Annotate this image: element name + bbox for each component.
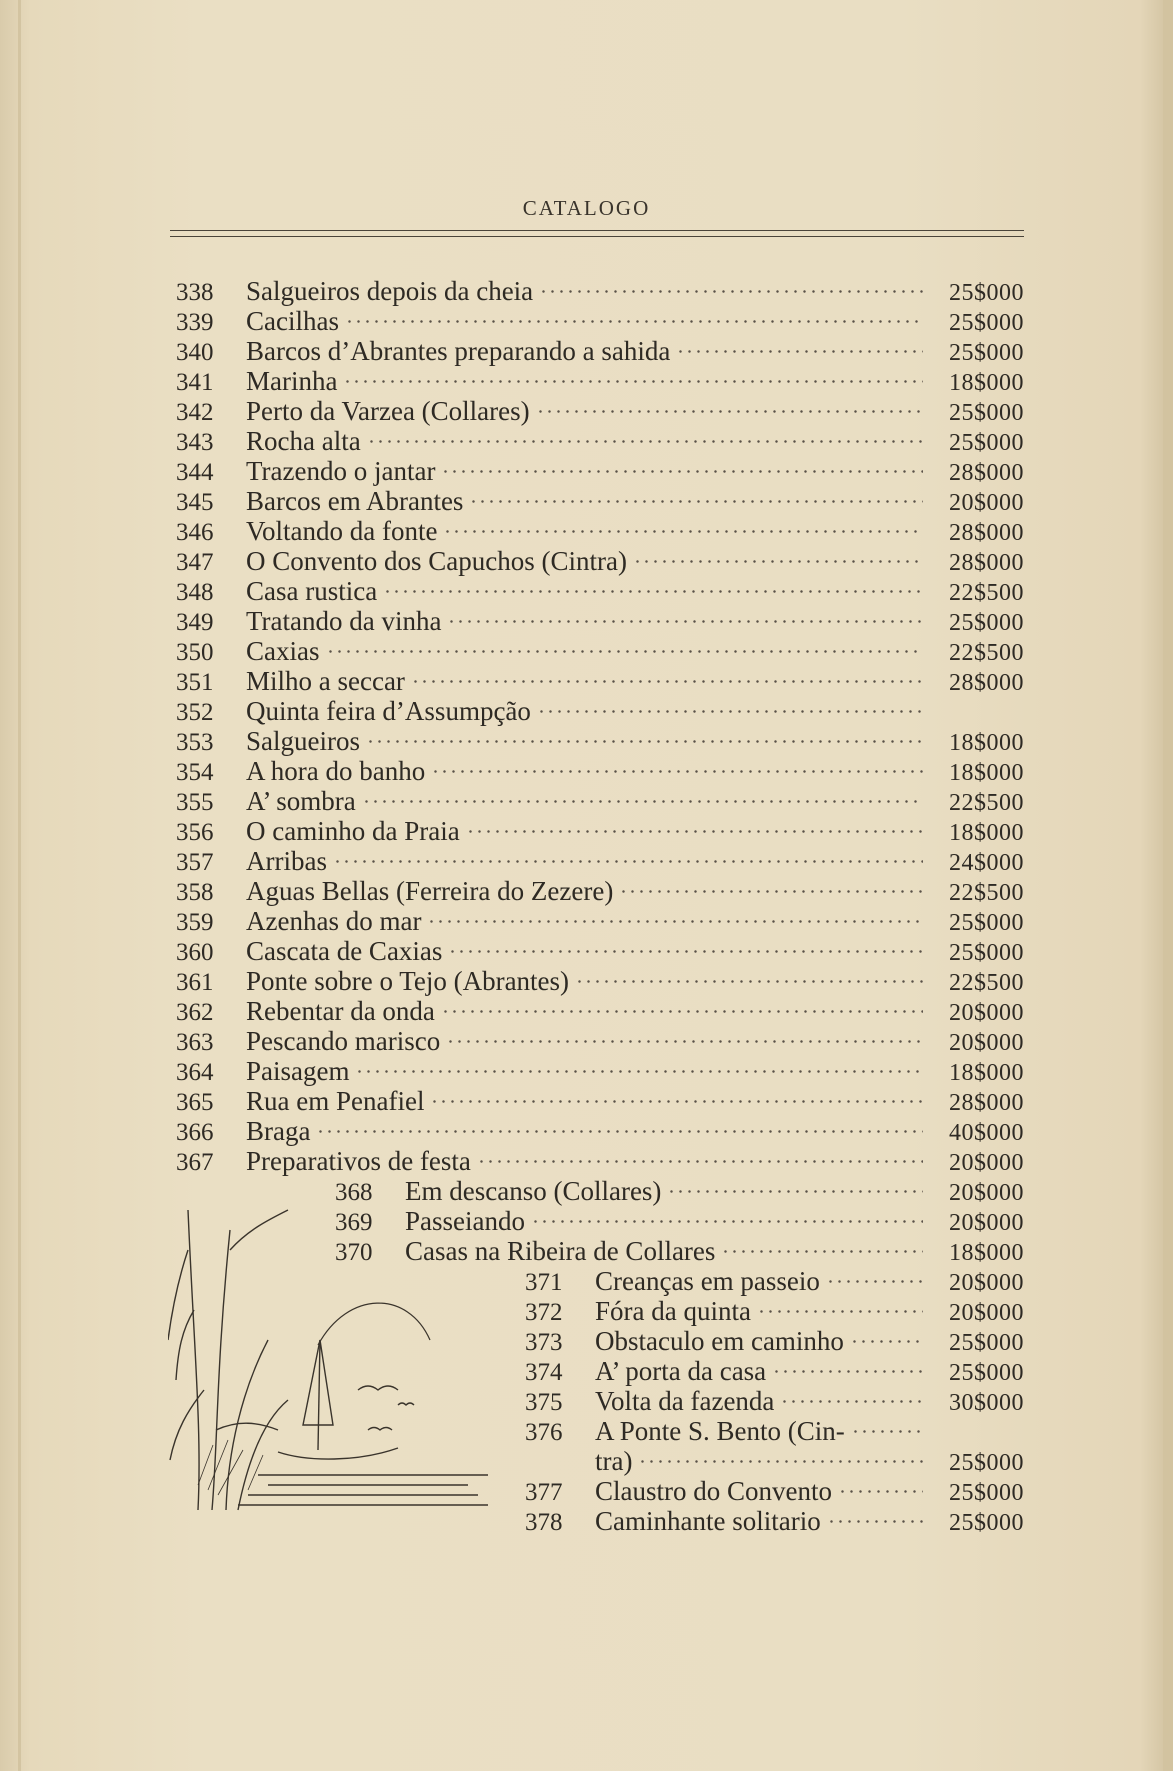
catalog-entry	[176, 510, 1024, 546]
catalog-entry	[176, 300, 1024, 336]
entry-price: 25$000	[949, 1480, 1024, 1506]
catalog-entry	[176, 720, 1024, 756]
entry-price: 25$000	[949, 400, 1024, 426]
dot-leader	[826, 1260, 923, 1290]
entry-number: 358	[176, 879, 214, 906]
entry-title: Tratando da vinha	[246, 606, 442, 636]
dot-leader	[851, 1410, 923, 1440]
entry-title: Salgueiros	[246, 726, 360, 756]
dot-leader	[633, 540, 923, 570]
catalog-entry	[176, 540, 1024, 576]
entry-title: Barcos em Abrantes	[246, 486, 464, 516]
entry-number: 343	[176, 429, 214, 456]
catalog-entry	[176, 420, 1024, 456]
entry-price: 28$000	[949, 520, 1024, 546]
dot-leader	[638, 1440, 923, 1470]
dot-leader	[537, 690, 923, 720]
catalog-entry	[176, 1080, 1024, 1116]
entry-number: 362	[176, 999, 214, 1026]
catalog-entry	[176, 270, 1024, 306]
dot-leader	[772, 1350, 923, 1380]
entry-price: 25$000	[949, 1450, 1024, 1476]
entry-number: 376	[525, 1419, 563, 1446]
entry-number: 360	[176, 939, 214, 966]
catalog-entry	[176, 780, 1024, 816]
entry-price: 22$500	[949, 970, 1024, 996]
header-rule	[170, 230, 1024, 231]
entry-number: 361	[176, 969, 214, 996]
catalog-entry	[176, 660, 1024, 696]
entry-price: 20$000	[949, 1210, 1024, 1236]
entry-price: 18$000	[949, 820, 1024, 846]
entry-number: 344	[176, 459, 214, 486]
entry-price: 28$000	[949, 1090, 1024, 1116]
entry-number: 375	[525, 1389, 563, 1416]
catalog-entry	[176, 990, 1024, 1026]
entry-title: Casas na Ribeira de Collares	[405, 1236, 716, 1266]
entry-title: Volta da fazenda	[595, 1386, 775, 1416]
entry-title: Rocha alta	[246, 426, 361, 456]
entry-title: Rebentar da onda	[246, 996, 435, 1026]
entry-number: 373	[525, 1329, 563, 1356]
entry-title: A’ sombra	[246, 786, 356, 816]
dot-leader	[362, 780, 923, 810]
entry-number: 368	[335, 1179, 373, 1206]
dot-leader	[536, 390, 923, 420]
dot-leader	[411, 660, 923, 690]
entry-price: 25$000	[949, 1360, 1024, 1386]
entry-number: 363	[176, 1029, 214, 1056]
catalog-entry	[525, 1350, 1024, 1386]
entry-price: 20$000	[949, 1000, 1024, 1026]
catalog-entry	[525, 1260, 1024, 1296]
entry-price: 28$000	[949, 460, 1024, 486]
entry-title: A Ponte S. Bento (Cin-	[595, 1416, 845, 1446]
entry-price: 25$000	[949, 1510, 1024, 1536]
catalog-entry	[176, 450, 1024, 486]
dot-leader	[427, 900, 923, 930]
entry-title: Em descanso (Collares)	[405, 1176, 662, 1206]
entry-title: Pescando marisco	[246, 1026, 441, 1056]
entry-title: Azenhas do mar	[246, 906, 422, 936]
catalog-entry	[176, 330, 1024, 366]
catalog-entry	[525, 1500, 1024, 1536]
catalog-entry	[525, 1470, 1024, 1506]
dot-leader	[850, 1320, 923, 1350]
entry-price: 25$000	[949, 280, 1024, 306]
dot-leader	[430, 1080, 923, 1110]
dot-leader	[355, 1050, 923, 1080]
catalog-entry	[525, 1290, 1024, 1326]
entry-number: 352	[176, 699, 214, 726]
entry-title: Claustro do Convento	[595, 1476, 832, 1506]
entry-title: Obstaculo em caminho	[595, 1326, 844, 1356]
dot-leader	[345, 300, 923, 330]
entry-price: 20$000	[949, 1270, 1024, 1296]
entry-price: 22$500	[949, 790, 1024, 816]
entry-title: Milho a seccar	[246, 666, 405, 696]
catalog-entry	[525, 1380, 1024, 1416]
dot-leader	[466, 810, 923, 840]
catalog-entry	[176, 1020, 1024, 1056]
binding-edge	[18, 0, 21, 1771]
entry-title: Aguas Bellas (Ferreira do Zezere)	[246, 876, 614, 906]
entry-number: 349	[176, 609, 214, 636]
entry-title: Caminhante solitario	[595, 1506, 821, 1536]
catalog-entry	[176, 390, 1024, 426]
entry-title: Cacilhas	[246, 306, 339, 336]
entry-price: 18$000	[949, 760, 1024, 786]
entry-number: 341	[176, 369, 214, 396]
catalog-entry	[525, 1440, 1024, 1476]
entry-price: 20$000	[949, 1180, 1024, 1206]
dot-leader	[676, 330, 923, 360]
entry-number: 338	[176, 279, 214, 306]
dot-leader	[326, 630, 924, 660]
entry-title: Trazendo o jantar	[246, 456, 436, 486]
entry-title: O caminho da Praia	[246, 816, 460, 846]
entry-price: 20$000	[949, 1150, 1024, 1176]
dot-leader	[721, 1230, 923, 1260]
dot-leader	[619, 870, 923, 900]
entry-title: Voltando da fonte	[246, 516, 438, 546]
entry-number: 355	[176, 789, 214, 816]
entry-price: 20$000	[949, 490, 1024, 516]
dot-leader	[477, 1140, 923, 1170]
entry-price: 25$000	[949, 940, 1024, 966]
entry-number: 348	[176, 579, 214, 606]
entry-price: 25$000	[949, 310, 1024, 336]
entry-price: 30$000	[949, 1390, 1024, 1416]
entry-price: 22$500	[949, 880, 1024, 906]
entry-price: 28$000	[949, 550, 1024, 576]
entry-price: 25$000	[949, 430, 1024, 456]
catalog-entry	[525, 1320, 1024, 1356]
entry-price: 25$000	[949, 910, 1024, 936]
catalog-entry	[176, 600, 1024, 636]
entry-price: 20$000	[949, 1030, 1024, 1056]
catalog-entry	[176, 1050, 1024, 1086]
catalog-entry	[176, 1110, 1024, 1146]
entry-number: 340	[176, 339, 214, 366]
entry-title: Barcos d’Abrantes preparando a sahida	[246, 336, 671, 366]
catalog-entry	[176, 630, 1024, 666]
entry-title: Salgueiros depois da cheia	[246, 276, 534, 306]
entry-title: Marinha	[246, 366, 338, 396]
dot-leader	[780, 1380, 923, 1410]
entry-number: 359	[176, 909, 214, 936]
entry-title: Quinta feira d’Assumpção	[246, 696, 531, 726]
entry-number: 370	[335, 1239, 373, 1266]
entry-title: Braga	[246, 1116, 311, 1146]
entry-number: 367	[176, 1149, 214, 1176]
dot-leader	[667, 1170, 923, 1200]
dot-leader	[469, 480, 923, 510]
entry-price: 22$500	[949, 580, 1024, 606]
entry-title: Creanças em passeio	[595, 1266, 820, 1296]
catalog-entry	[176, 810, 1024, 846]
entry-number: 374	[525, 1359, 563, 1386]
entry-number: 339	[176, 309, 214, 336]
dot-leader	[316, 1110, 923, 1140]
entry-price: 18$000	[949, 730, 1024, 756]
entry-price: 18$000	[949, 1240, 1024, 1266]
entry-number: 365	[176, 1089, 214, 1116]
catalog-entry	[176, 900, 1024, 936]
dot-leader	[575, 960, 923, 990]
dot-leader	[838, 1470, 923, 1500]
entry-title: Preparativos de festa	[246, 1146, 471, 1176]
dot-leader	[757, 1290, 923, 1320]
entry-number: 351	[176, 669, 214, 696]
entry-number: 346	[176, 519, 214, 546]
catalog-entry	[176, 960, 1024, 996]
entry-number: 354	[176, 759, 214, 786]
entry-price: 25$000	[949, 1330, 1024, 1356]
entry-number: 353	[176, 729, 214, 756]
entry-title: Rua em Penafiel	[246, 1086, 425, 1116]
entry-price: 25$000	[949, 610, 1024, 636]
dot-leader	[447, 600, 923, 630]
dot-leader	[827, 1500, 923, 1530]
page-edge	[1163, 0, 1173, 1771]
entry-price: 22$500	[949, 640, 1024, 666]
entry-title: Casa rustica	[246, 576, 378, 606]
entry-number: 357	[176, 849, 214, 876]
dot-leader	[367, 420, 923, 450]
entry-title: Ponte sobre o Tejo (Abrantes)	[246, 966, 570, 996]
dot-leader	[443, 510, 923, 540]
entry-title: O Convento dos Capuchos (Cintra)	[246, 546, 627, 576]
entry-number: 366	[176, 1119, 214, 1146]
entry-price: 18$000	[949, 370, 1024, 396]
entry-title: Caxias	[246, 636, 320, 666]
catalog-entry	[176, 840, 1024, 876]
entry-price: 18$000	[949, 1060, 1024, 1086]
entry-title: Perto da Varzea (Collares)	[246, 396, 530, 426]
dot-leader	[446, 1020, 923, 1050]
reeds-boat-illustration	[168, 1190, 498, 1520]
dot-leader	[366, 720, 923, 750]
entry-title: Fóra da quinta	[595, 1296, 751, 1326]
catalog-entry	[176, 750, 1024, 786]
dot-leader	[383, 570, 923, 600]
entry-title: A’ porta da casa	[595, 1356, 767, 1386]
catalog-entry	[176, 570, 1024, 606]
dot-leader	[343, 360, 923, 390]
entry-title: tra)	[595, 1446, 633, 1476]
entry-number: 342	[176, 399, 214, 426]
dot-leader	[539, 270, 923, 300]
catalog-entry	[525, 1410, 1024, 1446]
entry-title: Passeiando	[405, 1206, 525, 1236]
catalog-entry	[176, 480, 1024, 516]
entry-number: 377	[525, 1479, 563, 1506]
dot-leader	[448, 930, 923, 960]
entry-title: Arribas	[246, 846, 327, 876]
dot-leader	[531, 1200, 923, 1230]
catalog-entry	[176, 690, 1024, 726]
entry-number: 378	[525, 1509, 563, 1536]
catalog-entry	[176, 1140, 1024, 1176]
entry-number: 345	[176, 489, 214, 516]
entry-title: Cascata de Caxias	[246, 936, 443, 966]
entry-title: Paisagem	[246, 1056, 350, 1086]
entry-number: 372	[525, 1299, 563, 1326]
dot-leader	[333, 840, 923, 870]
dot-leader	[441, 990, 923, 1020]
entry-price: 24$000	[949, 850, 1024, 876]
entry-price: 25$000	[949, 340, 1024, 366]
entry-price: 40$000	[949, 1120, 1024, 1146]
entry-number: 371	[525, 1269, 563, 1296]
entry-number: 364	[176, 1059, 214, 1086]
page-title: CATALOGO	[522, 196, 651, 220]
entry-title: A hora do banho	[246, 756, 426, 786]
entry-price: 28$000	[949, 670, 1024, 696]
catalog-entry	[176, 930, 1024, 966]
entry-price: 20$000	[949, 1300, 1024, 1326]
header-rule	[170, 236, 1024, 237]
entry-number: 347	[176, 549, 214, 576]
catalog-entry	[176, 870, 1024, 906]
dot-leader	[441, 450, 923, 480]
catalog-entry	[176, 360, 1024, 396]
entry-number: 356	[176, 819, 214, 846]
entry-number: 369	[335, 1209, 373, 1236]
entry-number: 350	[176, 639, 214, 666]
dot-leader	[431, 750, 923, 780]
